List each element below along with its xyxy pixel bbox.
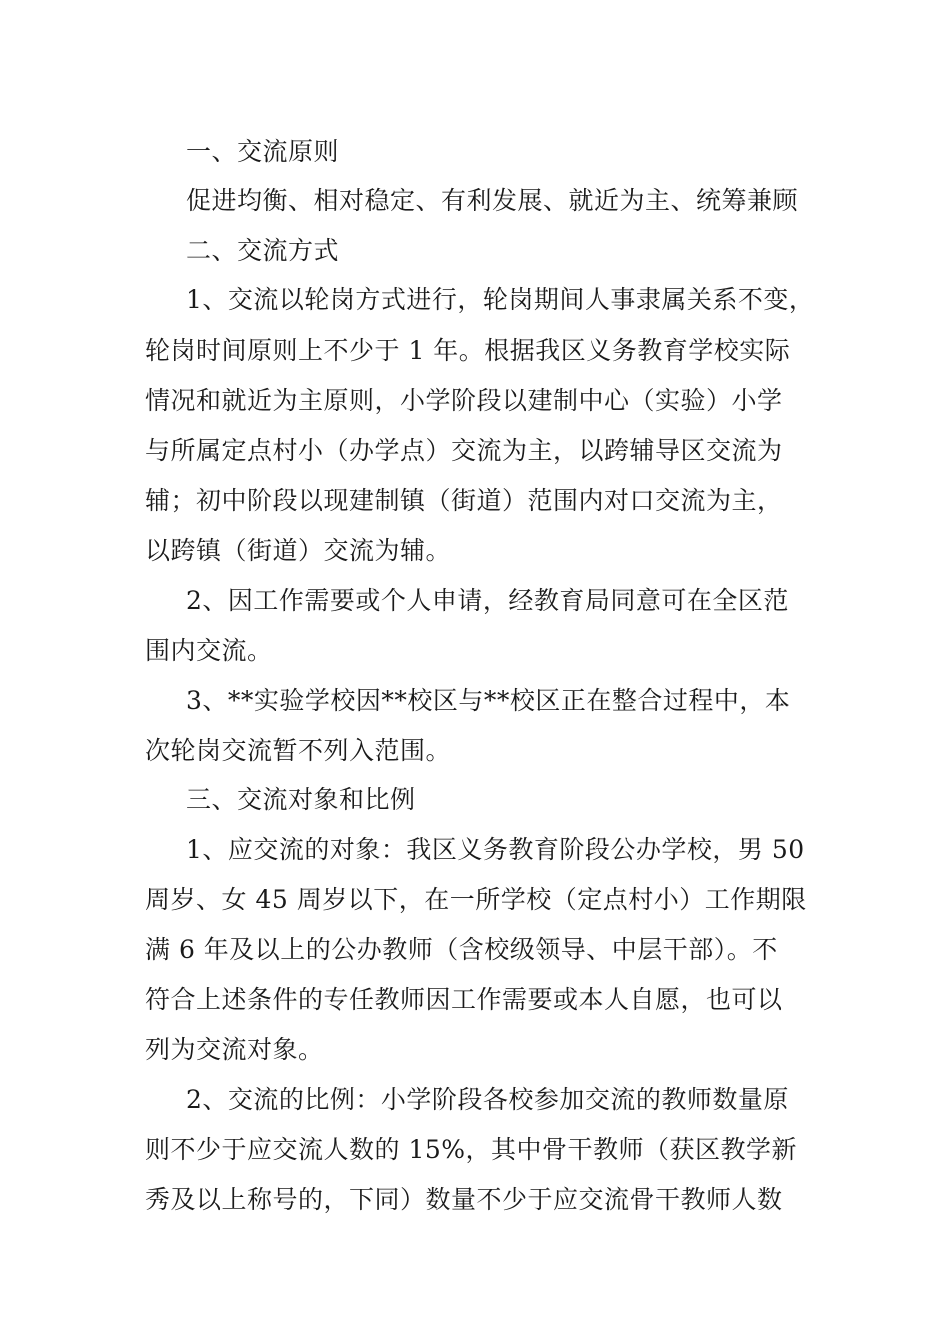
paragraph-line: 与所属定点村小（办学点）交流为主，以跨辅导区交流为	[145, 436, 783, 465]
paragraph-line: 以跨镇（街道）交流为辅。	[145, 536, 452, 565]
paragraph-line: 3、**实验学校因**校区与**校区正在整合过程中，本	[186, 686, 791, 715]
paragraph-line: 满 6 年及以上的公办教师（含校级领导、中层干部）。不	[145, 935, 778, 964]
section-heading-methods: 二、交流方式	[186, 236, 340, 265]
paragraph-line: 周岁、女 45 周岁以下，在一所学校（定点村小）工作期限	[145, 885, 807, 914]
paragraph-line: 情况和就近为主原则，小学阶段以建制中心（实验）小学	[145, 386, 783, 415]
paragraph-line: 则不少于应交流人数的 15%，其中骨干教师（获区教学新	[145, 1135, 798, 1164]
section-heading-targets: 三、交流对象和比例	[186, 785, 416, 814]
paragraph-line: 1、交流以轮岗方式进行，轮岗期间人事隶属关系不变，	[186, 285, 815, 314]
paragraph-line: 次轮岗交流暂不列入范围。	[145, 736, 452, 765]
paragraph-line: 符合上述条件的专任教师因工作需要或本人自愿，也可以	[145, 985, 783, 1014]
paragraph-line: 促进均衡、相对稳定、有利发展、就近为主、统筹兼顾	[186, 186, 799, 215]
paragraph-line: 1、应交流的对象：我区义务教育阶段公办学校，男 50	[186, 835, 805, 864]
paragraph-line: 秀及以上称号的，下同）数量不少于应交流骨干教师人数	[145, 1185, 783, 1214]
paragraph-line: 列为交流对象。	[145, 1035, 324, 1064]
paragraph-line: 2、因工作需要或个人申请，经教育局同意可在全区范	[186, 586, 789, 615]
paragraph-line: 辅；初中阶段以现建制镇（街道）范围内对口交流为主，	[145, 486, 783, 515]
paragraph-line: 轮岗时间原则上不少于 1 年。根据我区义务教育学校实际	[145, 336, 791, 365]
section-heading-principles: 一、交流原则	[186, 137, 340, 166]
paragraph-line: 2、交流的比例：小学阶段各校参加交流的教师数量原	[186, 1085, 789, 1114]
paragraph-line: 围内交流。	[145, 636, 273, 665]
